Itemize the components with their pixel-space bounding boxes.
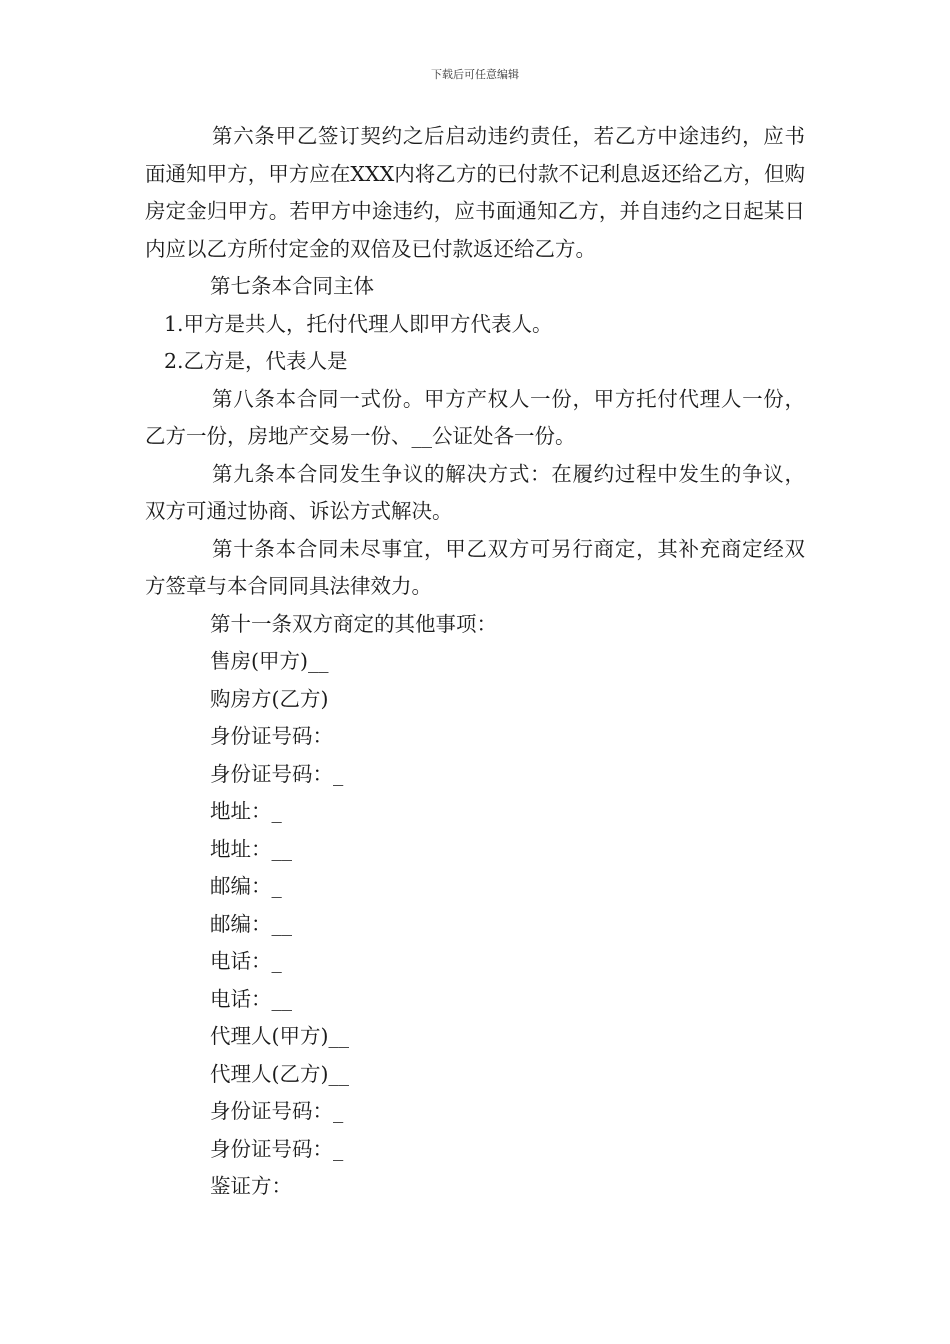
signature-field-seller: 售房(甲方)__ (210, 649, 329, 673)
document-body (145, 118, 805, 1206)
signature-field-address: 地址：_ (210, 799, 282, 823)
signature-field-agent-party-b: 代理人(乙方)__ (210, 1061, 349, 1086)
article-7-item-1: 1.甲方是共人，托付代理人即甲方代表人。 (164, 311, 553, 336)
signature-field-phone: 电话：__ (210, 986, 292, 1011)
article-7-title: 第七条本合同主体 (210, 274, 374, 298)
signature-field-id-number: 身份证号码： (210, 724, 333, 748)
signature-field-buyer: 购房方(乙方) (210, 686, 329, 711)
article-9-paragraph: 第九条本合同发生争议的解决方式：在履约过程中发生的争议，双方可通过协商、诉讼方式解决。 (145, 461, 805, 523)
article-10-paragraph: 第十条本合同未尽事宜，甲乙双方可另行商定，其补充商定经双方签章与本合同同具法律效力。 (145, 536, 805, 598)
signature-field-address: 地址：__ (210, 836, 292, 861)
article-8-paragraph: 第八条本合同一式份。甲方产权人一份，甲方托付代理人一份，乙方一份，房地产交易一份、__公证处各一份。 (145, 386, 805, 448)
signature-field-notary: 鉴证方： (210, 1174, 292, 1198)
signature-field-agent-party-a: 代理人(甲方)__ (210, 1024, 349, 1048)
signature-field-postcode: 邮编：_ (210, 874, 282, 898)
signature-field-phone: 电话：_ (210, 949, 282, 973)
page-header: 下载后可任意编辑 (431, 68, 519, 81)
article-6-paragraph: 第六条甲乙签订契约之后启动违约责任，若乙方中途违约，应书面通知甲方，甲方应在XXX内将乙方的已付款不记利息返还给乙方，但购房定金归甲方。若甲方中途违约，应书面通知乙方，并自违约之日起某日内应以乙方所付定金的双倍及已付款返还给乙方。 (145, 124, 805, 261)
signature-field-id-number: 身份证号码：_ (210, 761, 344, 786)
signature-field-id-number: 身份证号码：_ (210, 1099, 344, 1123)
article-11-title: 第十一条双方商定的其他事项： (210, 611, 497, 636)
signature-field-postcode: 邮编：__ (210, 911, 292, 936)
article-7-item-2: 2.乙方是，代表人是 (164, 349, 348, 373)
signature-field-id-number: 身份证号码：_ (210, 1136, 344, 1161)
